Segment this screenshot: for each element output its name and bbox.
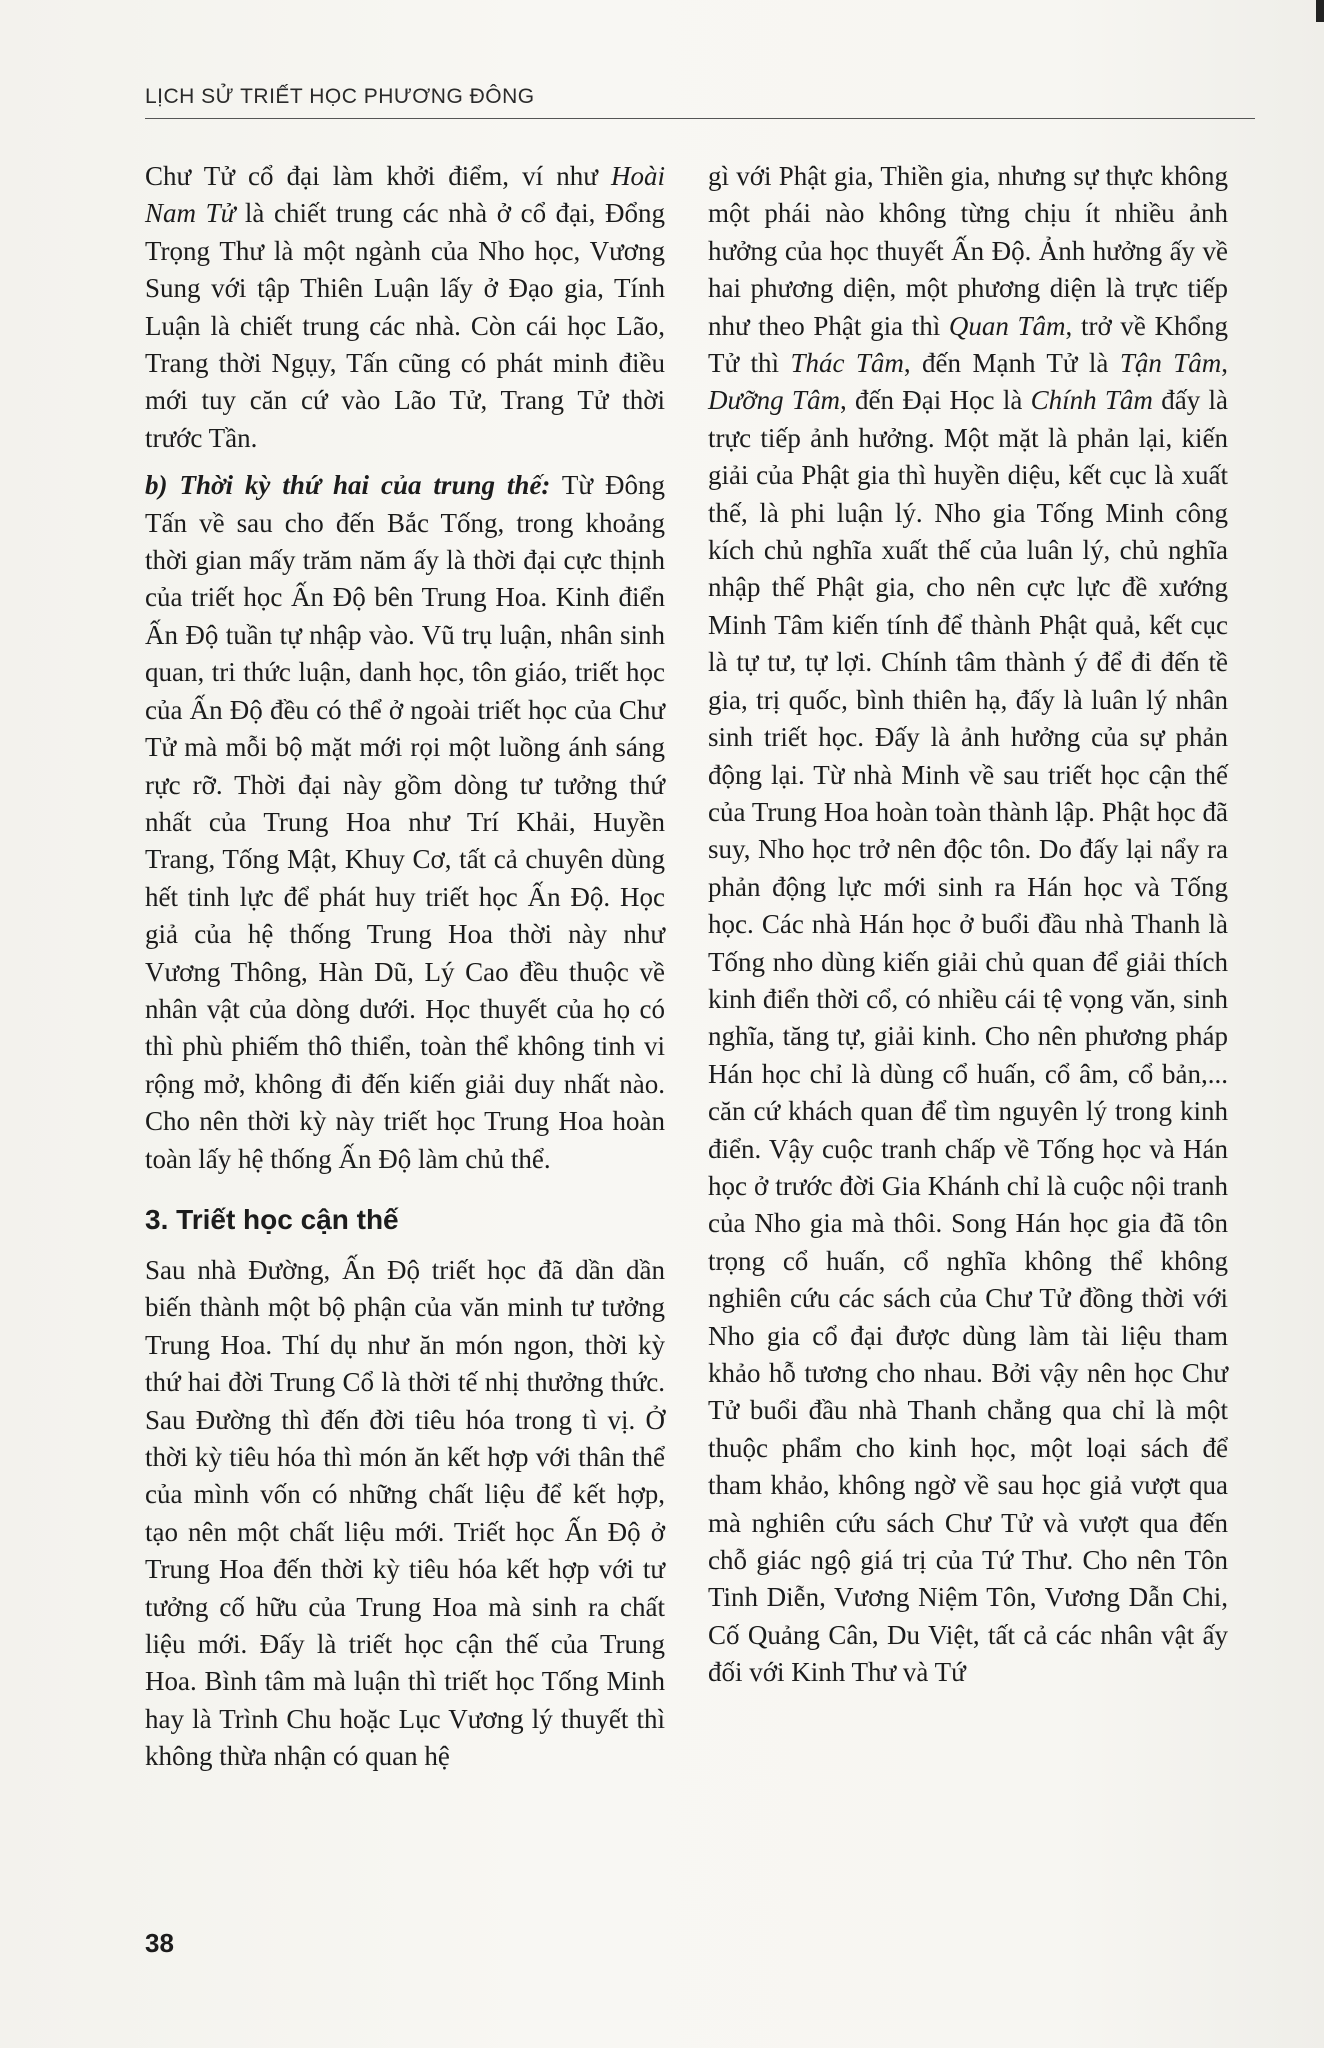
paragraph: Sau nhà Đường, Ấn Độ triết học đã dần dần biến thành một bộ phận của văn minh tư tưởng Trung Hoa. Thí dụ như ăn món ngon, thời kỳ thứ hai đời Trung Cổ là thời tế nhị thưởng thức. Sau Đường thì đến đời tiêu hóa trong tì vị. Ở thời kỳ tiêu hóa thì món ăn kết hợp với thân thể của mình vốn có những chất liệu để kết hợp, tạo nên một chất liệu mới. Triết học Ấn Độ ở Trung Hoa đến thời kỳ tiêu hóa kết hợp với tư tưởng cố hữu của Trung Hoa mà sinh ra chất liệu mới. Đấy là triết học cận thế của Trung Hoa. Bình tâm mà luận thì triết học Tống Minh hay là Trình Chu hoặc Lục Vương lý thuyết thì không thừa nhận có quan hệ [145,1254,665,1772]
subsection-lead: b) Thời kỳ thứ hai của trung thế: [145,470,551,501]
page-edge-mark [1316,0,1324,22]
book-title: Hoài Nam Tử [145,161,665,229]
paragraph: gì với Phật gia, Thiền gia, nhưng sự thực không một phái nào không từng chịu ít nhiều ảnh hưởng của học thuyết Ấn Độ. Ảnh hưởng ấy về hai phương diện, một phương diện là trực tiếp như theo Phật gia thì Quan Tâm, trở về Khổng Tử thì Thác Tâm, đến Mạnh Tử là Tận Tâm, Dưỡng Tâm, đến Đại Học là Chính Tâm đấy là trực tiếp ảnh hưởng. Một mặt là phản lại, kiến giải của Phật gia thì huyền diệu, kết cục là xuất thế, là phi luận lý. Nho gia Tống Minh công kích chủ nghĩa xuất thế của luân lý, chủ nghĩa nhập thế Phật gia, cho nên cực lực đề xướng Minh Tâm kiến tính để thành Phật quả, kết cục là tự tư, tự lợi. Chính tâm thành ý để đi đến tề gia, trị quốc, bình thiên hạ, đấy là luân lý nhân sinh triết học. Đấy là ảnh hưởng của sự phản động lại. Từ nhà Minh về sau triết học cận thế của Trung Hoa hoàn toàn thành lập. Phật học đã suy, Nho học trở nên độc tôn. Do đấy lại nẩy ra phản động lực mới sinh ra Hán học và Tống học. Các nhà Hán học ở buổi đầu nhà Thanh là Tống nho dùng kiến giải chủ quan để giải thích kinh điển thời cổ, có nhiều cái tệ vọng văn, sinh nghĩa, tăng tự, giải kinh. Cho nên phương pháp Hán học chỉ là dùng cổ huấn, cổ âm, cổ bản,... căn cứ khách quan để tìm nguyên lý trong kinh điển. Vậy cuộc tranh chấp về Tống học và Hán học ở trước đời Gia Khánh chỉ là cuộc nội tranh của Nho gia mà thôi. Song Hán học gia đã tôn trọng cổ huấn, cổ nghĩa không thể không nghiên cứu các sách của Chư Tử đồng thời với Nho gia cổ đại được dùng làm tài liệu tham khảo hỗ tương cho nhau. Bởi vậy nên học Chư Tử buổi đầu nhà Thanh chẳng qua chỉ là một thuộc phẩm cho kinh học, một loại sách để tham khảo, không ngờ về sau học giả vượt qua mà nghiên cứu sách Chư Tử và vượt qua đến chỗ giác ngộ giá trị của Tứ Thư. Cho nên Tôn Tinh Diễn, Vương Niệm Tôn, Vương Dẫn Chi, Cố Quảng Cân, Du Việt, tất cả các nhân vật ấy đối với Kinh Thư và Tứ [708,161,1229,1688]
section-heading: 3. Triết học cận thế [145,1203,399,1235]
paragraph: Chư Tử cổ đại làm khởi điểm, ví như Hoài Nam Tử là chiết trung các nhà ở cổ đại, Đổng Trọng Thư là một ngành của Nho học, Vương Sung với tập Thiên Luận lấy ở Đạo gia, Tính Luận là chiết trung các nhà. Còn cái học Lão, Trang thời Ngụy, Tấn cũng có phát minh điều mới tuy căn cứ vào Lão Tử, Trang Tử thời trước Tần. [145,161,665,453]
running-header: LỊCH SỬ TRIẾT HỌC PHƯƠNG ĐÔNG [145,85,535,108]
right-column [708,158,1228,1692]
paragraph: b) Thời kỳ thứ hai của trung thế: Từ Đông Tấn về sau cho đến Bắc Tống, trong khoảng thời gian mấy trăm năm ấy là thời đại cực thịnh của triết học Ấn Độ bên Trung Hoa. Kinh điển Ấn Độ tuần tự nhập vào. Vũ trụ luận, nhân sinh quan, tri thức luận, danh học, tôn giáo, triết học của Ấn Độ đều có thể ở ngoài triết học của Chư Tử mà mỗi bộ mặt mới rọi một luồng ánh sáng rực rỡ. Thời đại này gồm dòng tư tưởng thứ nhất của Trung Hoa như Trí Khải, Huyền Trang, Tống Mật, Khuy Cơ, tất cả chuyên dùng hết tinh lực để phát huy triết học Ấn Độ. Học giả của hệ thống Trung Hoa thời này như Vương Thông, Hàn Dũ, Lý Cao đều thuộc về nhân vật của dòng dưới. Học thuyết của họ có thì phù phiếm thô thiển, toàn thể không tinh vi rộng mở, không đi đến kiến giải duy nhất nào. Cho nên thời kỳ này triết học Trung Hoa hoàn toàn lấy hệ thống Ấn Độ làm chủ thể. [145,470,665,1174]
header-rule [145,118,1255,119]
page-number: 38 [145,1928,174,1958]
left-column [145,158,665,1776]
